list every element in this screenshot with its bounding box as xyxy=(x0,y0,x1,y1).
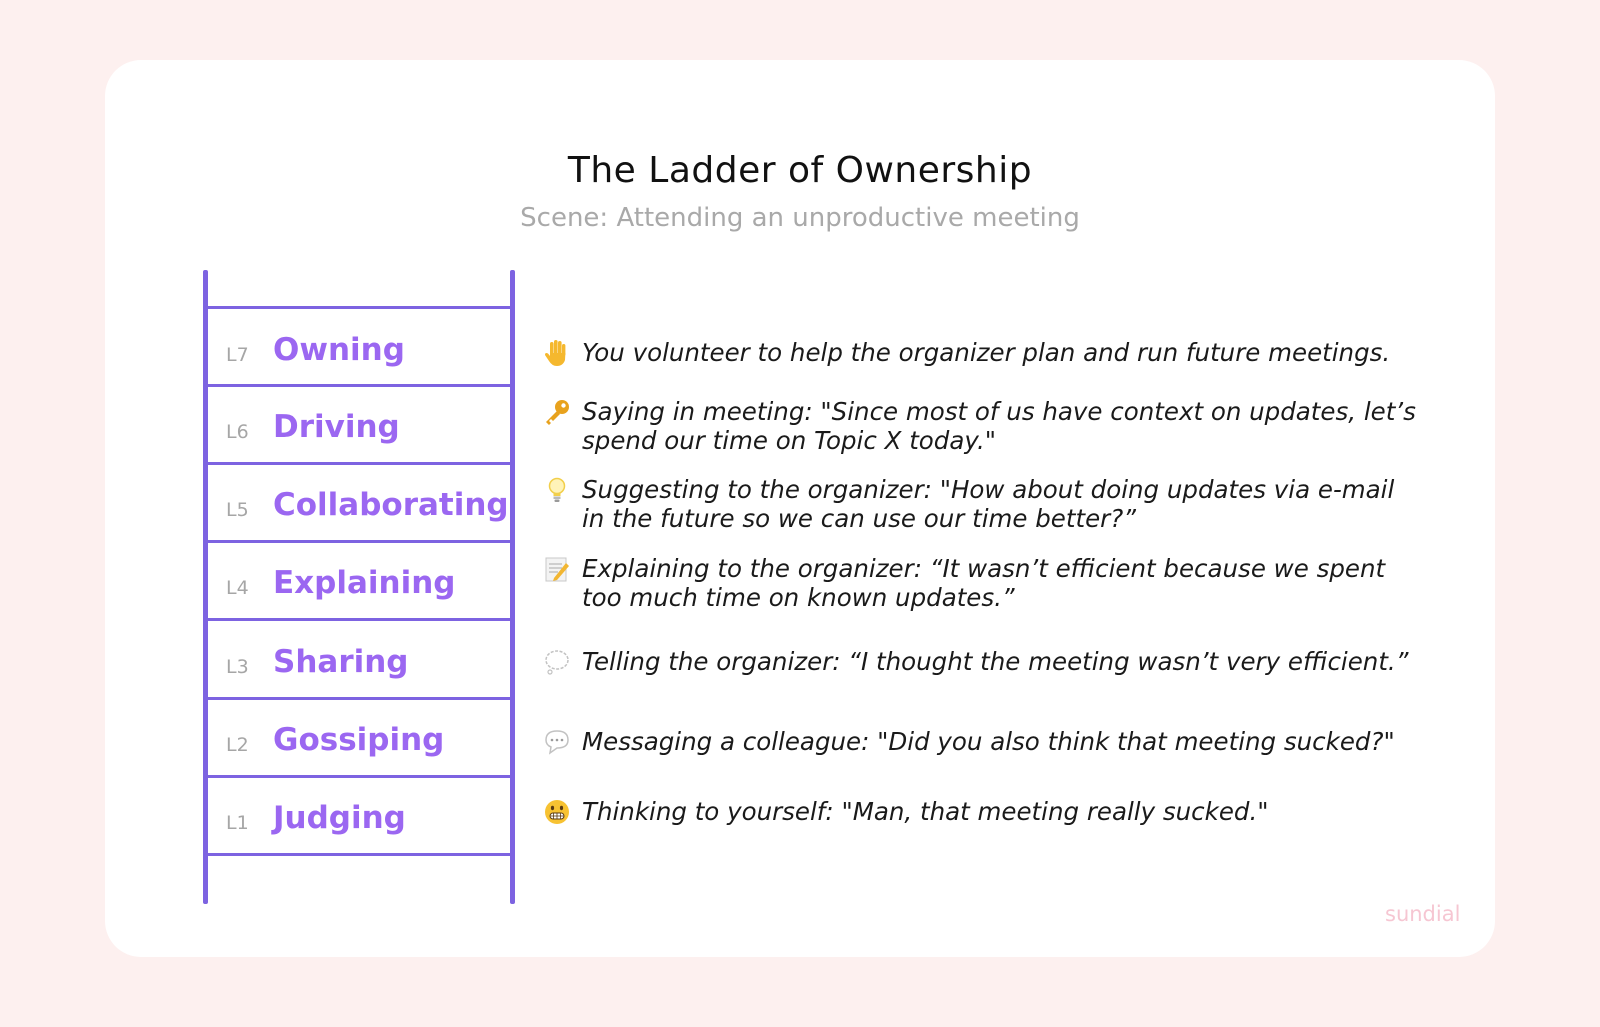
memo-icon xyxy=(542,554,572,584)
level-name-gossiping: Gossiping xyxy=(273,722,445,758)
raised-hand-icon xyxy=(542,338,572,368)
description-text: Explaining to the organizer: “It wasn’t efficient because we spent too much time on known updates.” xyxy=(582,554,1386,612)
speech-balloon-icon xyxy=(542,727,572,757)
description-text: Saying in meeting: "Since most of us have context on updates, let’s spend our time on Topic X today." xyxy=(582,397,1416,455)
description-text: You volunteer to help the organizer plan and run future meetings. xyxy=(582,338,1391,367)
ladder-rung xyxy=(204,775,513,778)
grimacing-face-icon xyxy=(542,797,572,827)
ladder-rung xyxy=(204,618,513,621)
description-text: Suggesting to the organizer: "How about doing updates via e-mail in the future so we can use our time better?” xyxy=(582,475,1395,533)
ladder-rung xyxy=(204,384,513,387)
level-name-judging: Judging xyxy=(273,800,406,836)
light-bulb-icon xyxy=(542,475,572,505)
key-icon xyxy=(542,397,572,427)
brand-logo: sundial xyxy=(1385,902,1461,926)
ladder-rung xyxy=(204,697,513,700)
thought-balloon-icon xyxy=(542,647,572,677)
description-text: Messaging a colleague: "Did you also think that meeting sucked?" xyxy=(582,727,1395,756)
level-name-explaining: Explaining xyxy=(273,565,456,601)
level-name-collaborating: Collaborating xyxy=(273,487,509,523)
level-name-driving: Driving xyxy=(273,409,400,445)
level-code: L2 xyxy=(226,734,249,756)
level-code: L3 xyxy=(226,656,249,678)
description-text: Telling the organizer: “I thought the meeting wasn’t very efficient.” xyxy=(582,647,1409,676)
level-code: L4 xyxy=(226,577,249,599)
page-subtitle: Scene: Attending an unproductive meeting xyxy=(520,203,1080,233)
level-name-sharing: Sharing xyxy=(273,644,409,680)
ladder-rung xyxy=(204,853,513,856)
ladder-rung xyxy=(204,306,513,309)
ladder-rung xyxy=(204,462,513,465)
ladder-left-rail xyxy=(203,270,208,904)
description-text: Thinking to yourself: "Man, that meeting really sucked." xyxy=(582,797,1269,826)
ladder-rung xyxy=(204,540,513,543)
page-title: The Ladder of Ownership xyxy=(567,150,1033,191)
level-code: L5 xyxy=(226,499,249,521)
level-code: L6 xyxy=(226,421,249,443)
level-code: L7 xyxy=(226,344,249,366)
level-code: L1 xyxy=(226,812,249,834)
ladder-right-rail xyxy=(510,270,515,904)
level-name-owning: Owning xyxy=(273,332,405,368)
